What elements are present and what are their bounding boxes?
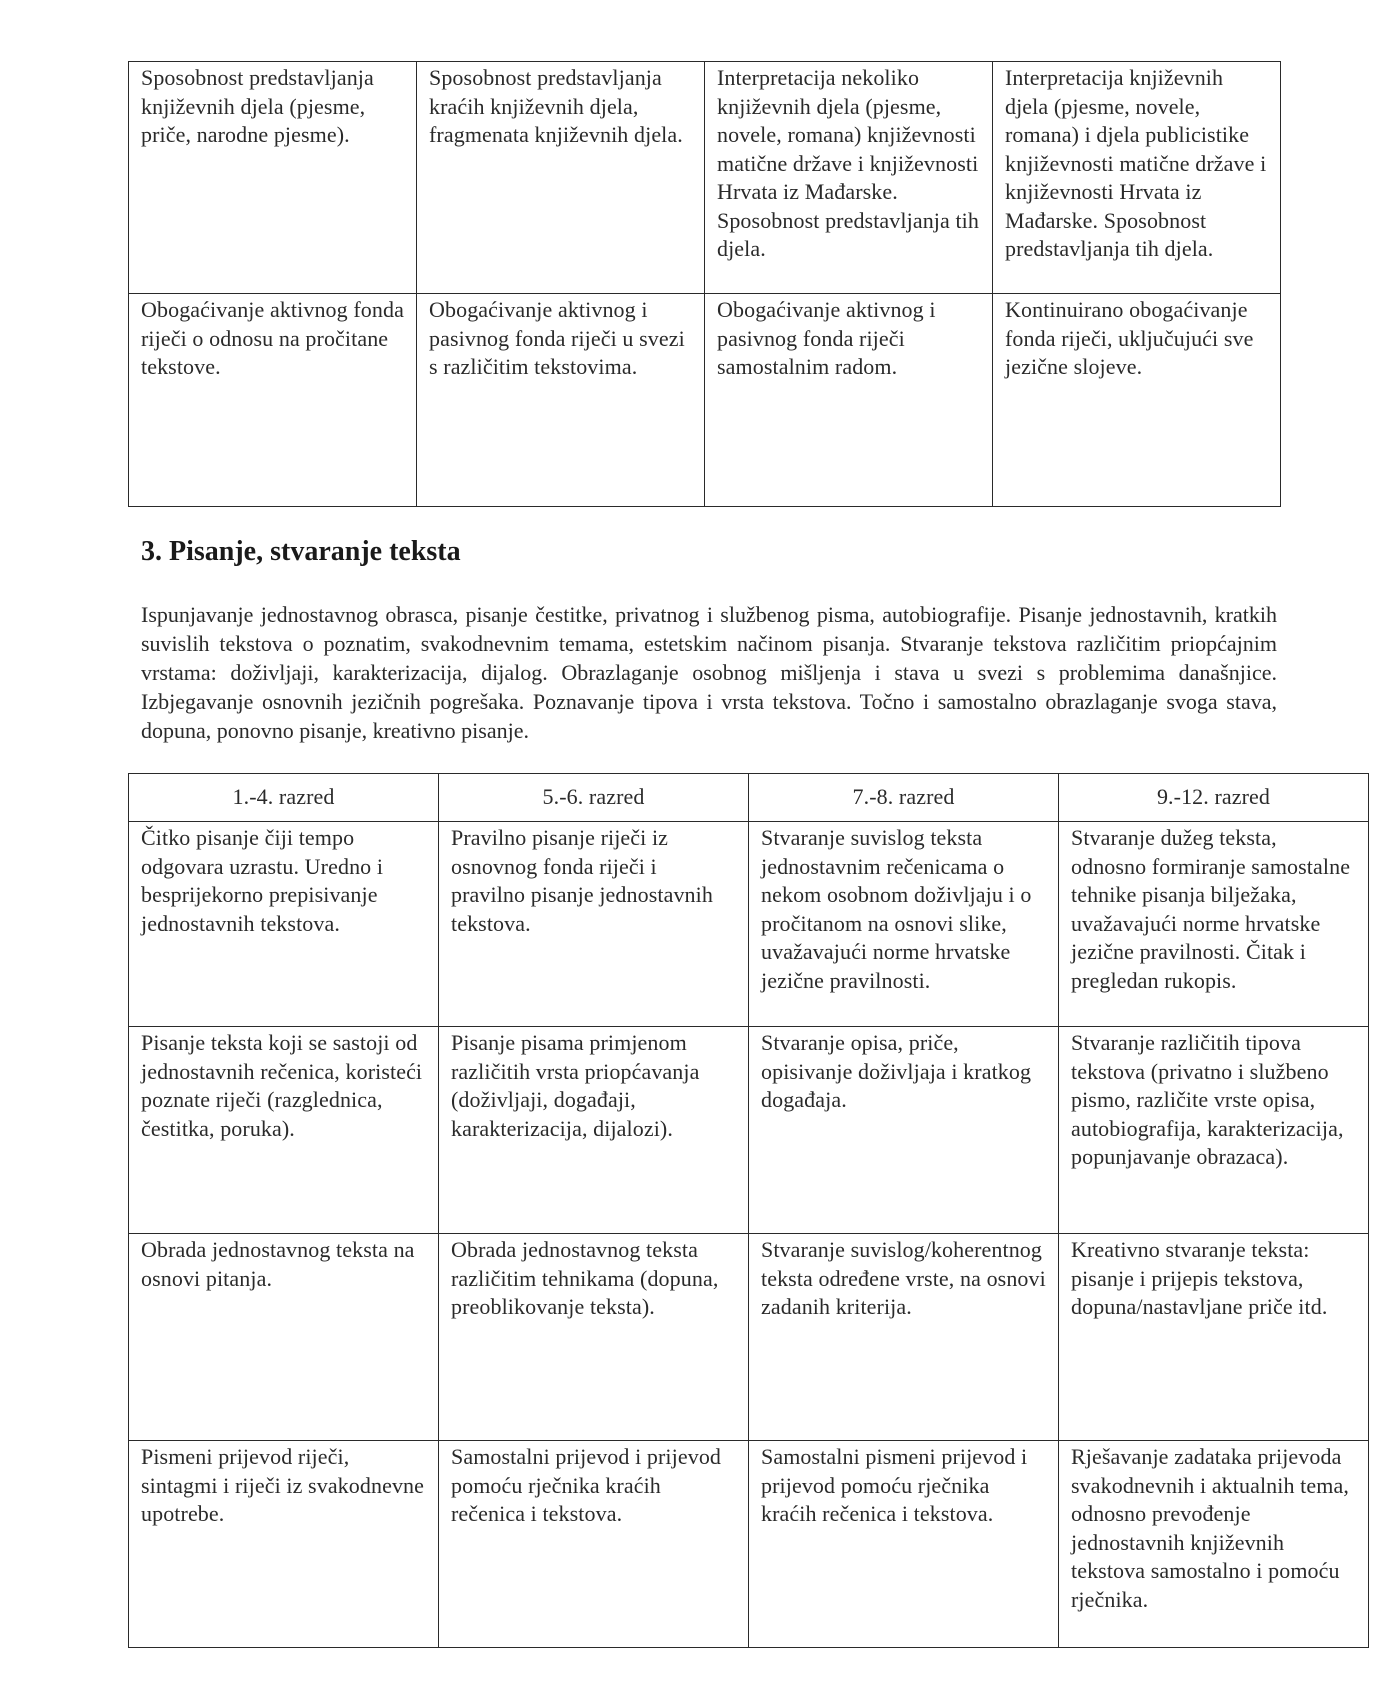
table-cell: Interpretacija književnih djela (pjesme, novele, romana) i djela publicistike književnosti matične države i književnosti Hrvata iz Mađarske. Sposobnost predstavljanja tih djela. bbox=[993, 62, 1281, 294]
table-cell: Obrada jednostavnog teksta na osnovi pitanja. bbox=[129, 1234, 439, 1441]
table-cell: Sposobnost predstavljanja književnih djela (pjesme, priče, narodne pjesme). bbox=[129, 62, 417, 294]
table-row bbox=[129, 1027, 1369, 1234]
table-cell: Stvaranje dužeg teksta, odnosno formiranje samostalne tehnike pisanja bilježaka, uvažavajući norme hrvatske jezične pravilnosti. Čitak i pregledan rukopis. bbox=[1059, 822, 1369, 1027]
table-row bbox=[129, 1441, 1369, 1648]
table-cell: Obogaćivanje aktivnog i pasivnog fonda riječi samostalnim radom. bbox=[705, 294, 993, 507]
table-cell: Pismeni prijevod riječi, sintagmi i riječi iz svakodnevne upotrebe. bbox=[129, 1441, 439, 1648]
table-row bbox=[129, 1234, 1369, 1441]
section-heading: 3. Pisanje, stvaranje teksta bbox=[141, 536, 461, 567]
table-header-row bbox=[129, 774, 1369, 822]
column-header-grade-7-8: 7.-8. razred bbox=[749, 774, 1059, 822]
table-cell: Kontinuirano obogaćivanje fonda riječi, uključujući sve jezične slojeve. bbox=[993, 294, 1281, 507]
table-cell: Kreativno stvaranje teksta: pisanje i prijepis tekstova, dopuna/nastavljane priče itd. bbox=[1059, 1234, 1369, 1441]
column-header-grade-9-12: 9.-12. razred bbox=[1059, 774, 1369, 822]
table-cell: Pravilno pisanje riječi iz osnovnog fonda riječi i pravilno pisanje jednostavnih tekstova. bbox=[439, 822, 749, 1027]
table-cell: Stvaranje suvislog/koherentnog teksta određene vrste, na osnovi zadanih kriterija. bbox=[749, 1234, 1059, 1441]
table-cell: Rješavanje zadataka prijevoda svakodnevnih i aktualnih tema, odnosno prevođenje jednostavnih književnih tekstova samostalno i pomoću rječnika. bbox=[1059, 1441, 1369, 1648]
writing-competency-table bbox=[128, 773, 1369, 1648]
table-cell: Interpretacija nekoliko književnih djela (pjesme, novele, romana) književnosti matične države i književnosti Hrvata iz Mađarske. Sposobnost predstavljanja tih djela. bbox=[705, 62, 993, 294]
column-header-grade-5-6: 5.-6. razred bbox=[439, 774, 749, 822]
column-header-grade-1-4: 1.-4. razred bbox=[129, 774, 439, 822]
table-cell: Čitko pisanje čiji tempo odgovara uzrastu. Uredno i besprijekorno prepisivanje jednostavnih tekstova. bbox=[129, 822, 439, 1027]
table-row bbox=[129, 294, 1281, 507]
table-cell: Samostalni prijevod i prijevod pomoću rječnika kraćih rečenica i tekstova. bbox=[439, 1441, 749, 1648]
table-row bbox=[129, 62, 1281, 294]
table-cell: Sposobnost predstavljanja kraćih književnih djela, fragmenata književnih djela. bbox=[417, 62, 705, 294]
table-cell: Pisanje pisama primjenom različitih vrsta priopćavanja (doživljaji, događaji, karakterizacija, dijalozi). bbox=[439, 1027, 749, 1234]
competency-table-continued bbox=[128, 61, 1281, 507]
table-cell: Stvaranje opisa, priče, opisivanje doživljaja i kratkog događaja. bbox=[749, 1027, 1059, 1234]
table-cell: Obogaćivanje aktivnog fonda riječi o odnosu na pročitane tekstove. bbox=[129, 294, 417, 507]
table-cell: Pisanje teksta koji se sastoji od jednostavnih rečenica, koristeći poznate riječi (razglednica, čestitka, poruka). bbox=[129, 1027, 439, 1234]
table-cell: Stvaranje različitih tipova tekstova (privatno i službeno pismo, različite vrste opisa, autobiografija, karakterizacija, popunjavanje obrazaca). bbox=[1059, 1027, 1369, 1234]
table-cell: Stvaranje suvislog teksta jednostavnim rečenicama o nekom osobnom doživljaju i o pročitanom na osnovi slike, uvažavajući norme hrvatske jezične pravilnosti. bbox=[749, 822, 1059, 1027]
table-row bbox=[129, 822, 1369, 1027]
section-paragraph: Ispunjavanje jednostavnog obrasca, pisanje čestitke, privatnog i službenog pisma, autobiografije. Pisanje jednostavnih, kratkih suvislih tekstova o poznatim, svakodnevnim temama, estetskim načinom pisanja. Stvaranje tekstova različitim priopćajnim vrstama: doživljaji, karakterizacija, dijalog. Obrazlaganje osobnog mišljenja i stava u svezi s problemima današnjice. Izbjegavanje osnovnih jezičnih pogrešaka. Poznavanje tipova i vrsta tekstova. Točno i samostalno obrazlaganje svoga stava, dopuna, ponovno pisanje, kreativno pisanje. bbox=[141, 602, 1277, 743]
table-cell: Obogaćivanje aktivnog i pasivnog fonda riječi u svezi s različitim tekstovima. bbox=[417, 294, 705, 507]
table-cell: Obrada jednostavnog teksta različitim tehnikama (dopuna, preoblikovanje teksta). bbox=[439, 1234, 749, 1441]
table-cell: Samostalni pismeni prijevod i prijevod pomoću rječnika kraćih rečenica i tekstova. bbox=[749, 1441, 1059, 1648]
